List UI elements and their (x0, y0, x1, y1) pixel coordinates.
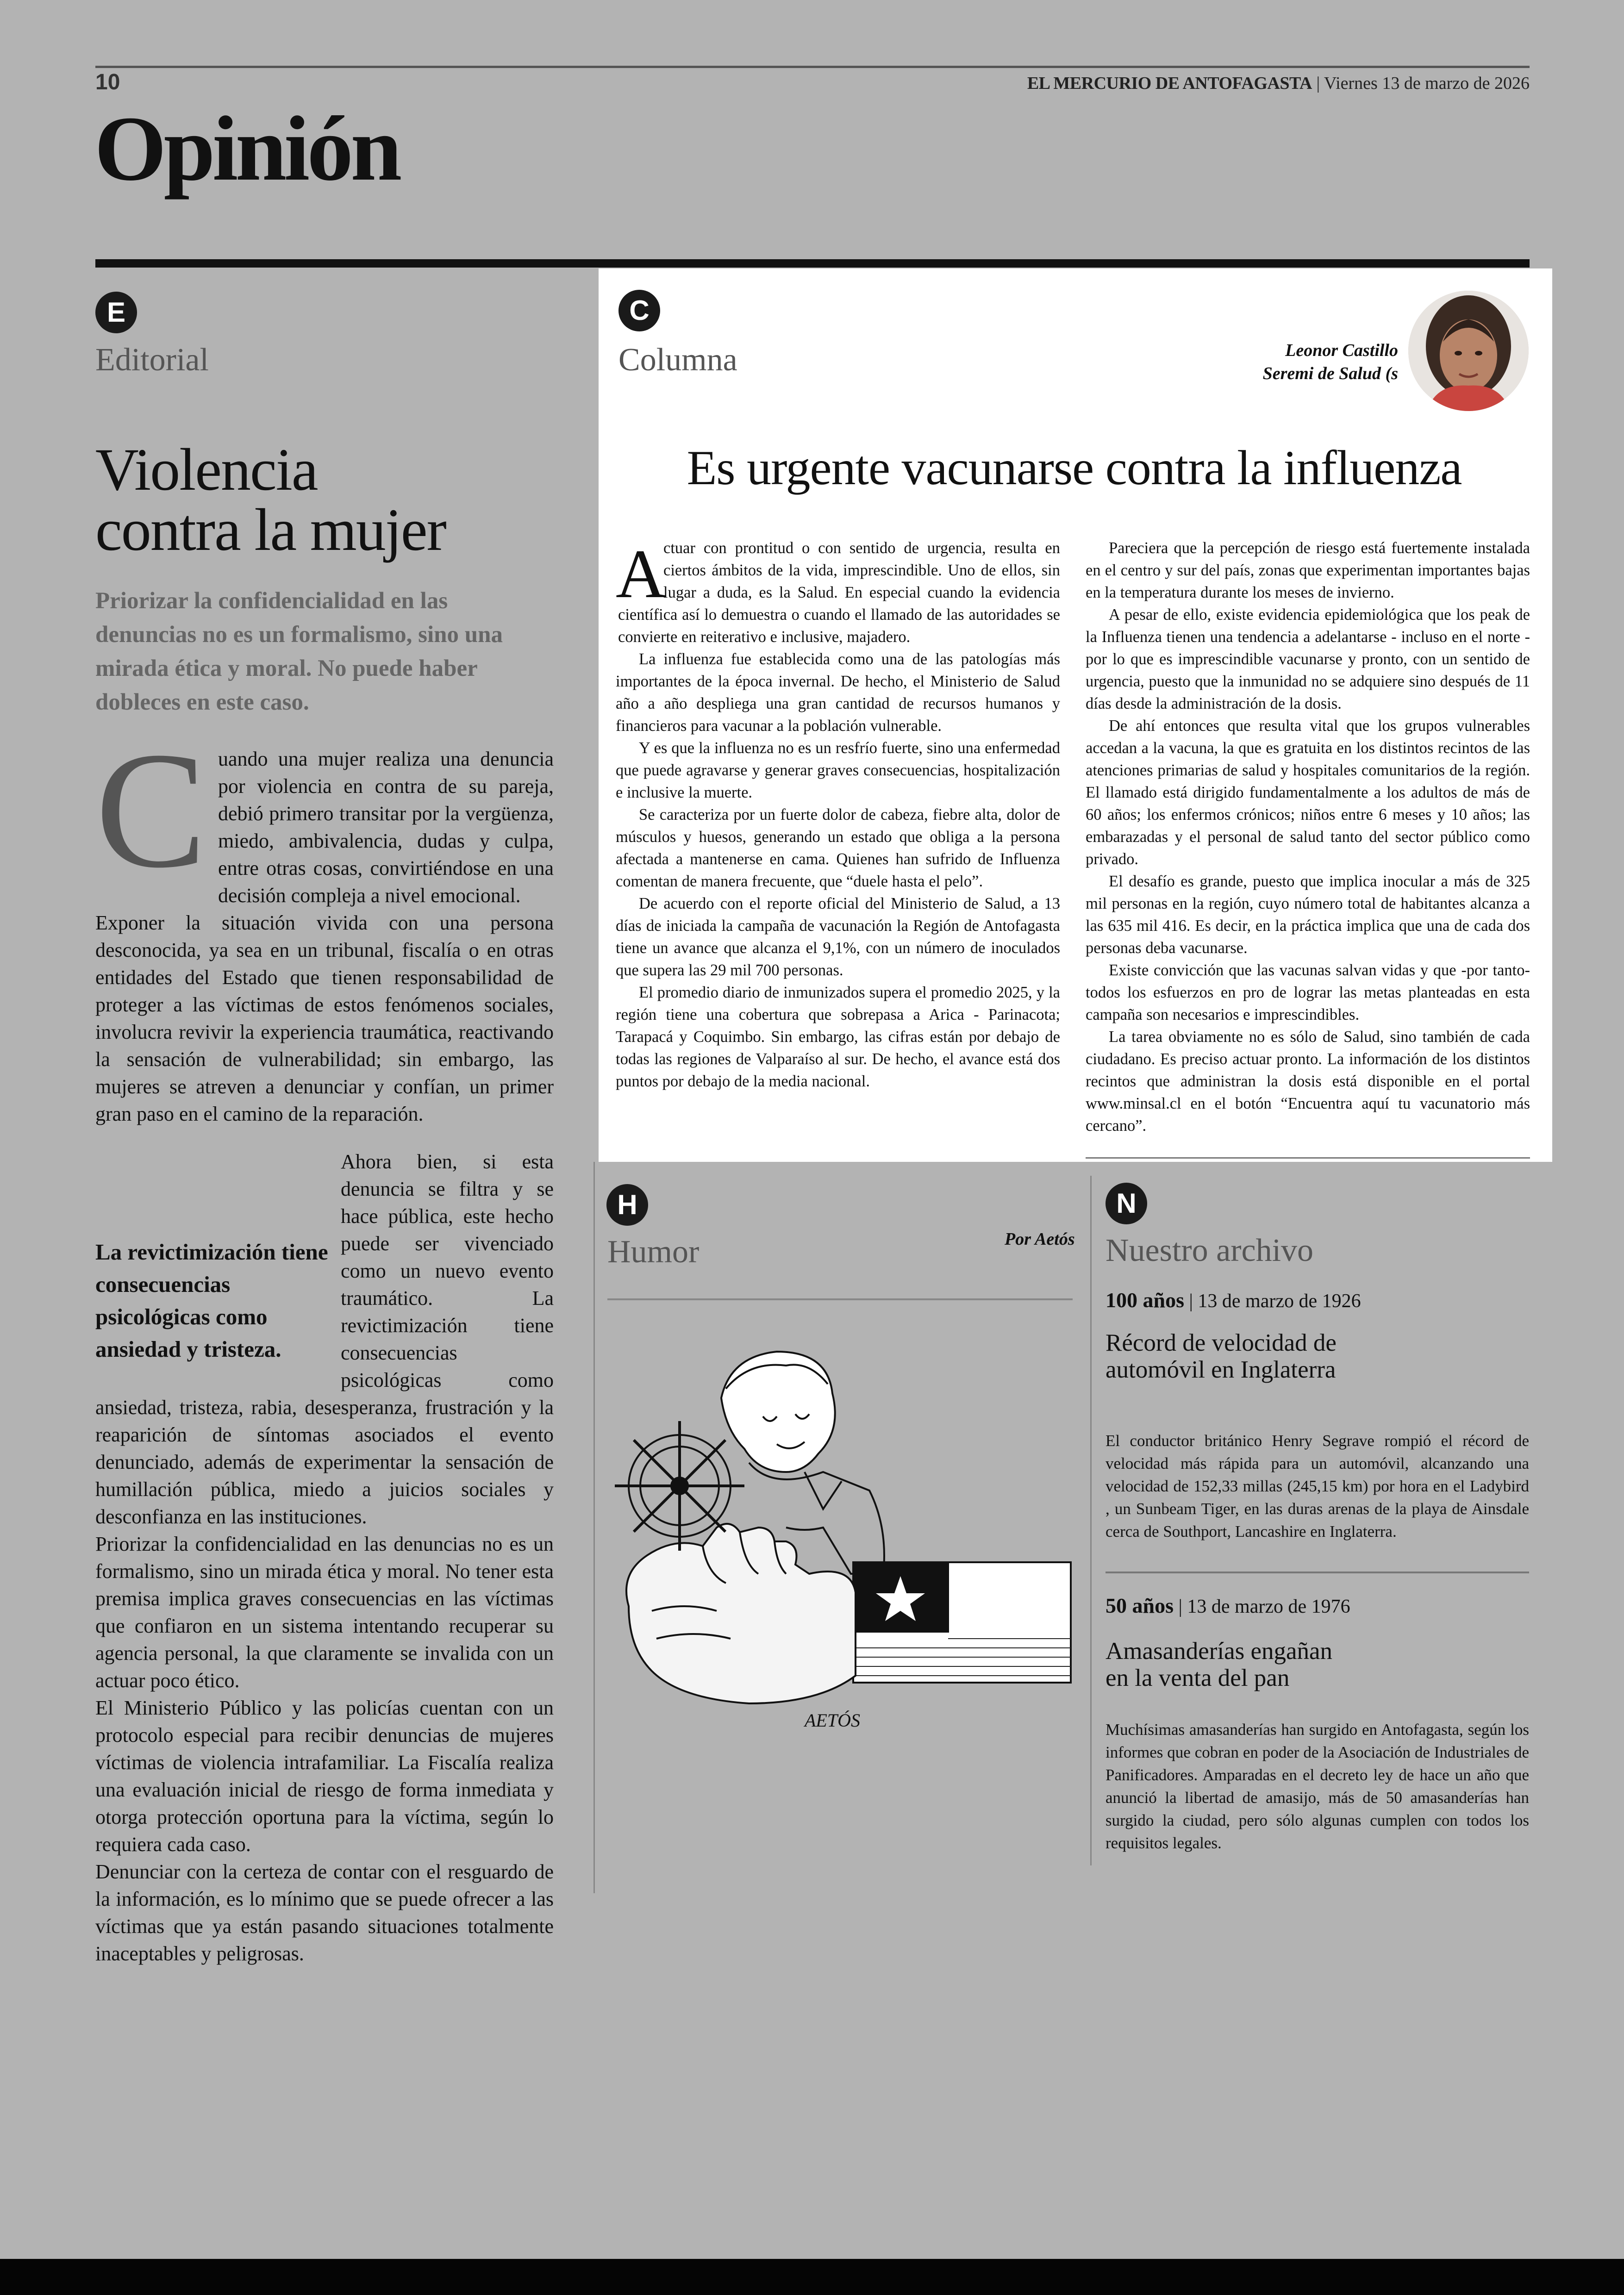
humor-rule (607, 1298, 1073, 1300)
header-rule (95, 66, 1530, 68)
column-text-right (1086, 537, 1530, 1137)
column-paragraph-5: De acuerdo con el reporte oficial del Ministerio de Salud, a 13 días de iniciada la campaña de vacunación la Región de Antofagasta tiene un avance que alcanza el 9,1%, con un número de inoculados que supera las 29 mil 700 personas. (616, 895, 1060, 979)
column-paragraph-1: ctuar con prontitud o con sentido de urgencia, resulta en ciertos ámbitos de la vida, imprescindible. Uno de ellos, sin lugar a duda, es la Salud. En especial cuando la evidencia científica así lo demuestra o cuando el llamado de las autoridades se convierte en reiterativo e inclusive, majadero. (616, 537, 1060, 648)
column-paragraph-12: La tarea obviamente no es sólo de Salud, sino también de cada ciudadano. Es preciso actuar pronto. La información de los distintos recintos que administran la dosis está disponible en el portal www.minsal.cl en el botón “Encuentra aquí tu vacunatorio más cercano”. (1086, 1028, 1530, 1135)
column-badge: C (618, 290, 660, 331)
editorial-paragraph-2: Exponer la situación vivida con una persona desconocida, ya sea en un tribunal, fiscalía o en otras entidades del Estado que tienen responsabilidad de proteger a las víctimas de estos fenómenos sociales, involucra revivir la experiencia traumática, reactivando la sensación de vulnerabilidad; sin embargo, las mujeres se atreven a denunciar y confían, un primer gran paso en el camino de la reparación. (95, 911, 554, 1125)
editorial-paragraph-5: El Ministerio Público y las policías cuentan con un protocolo especial para recibir denuncias de mujeres víctimas de violencia intrafamiliar. La Fiscalía realiza una evaluación inicial de riesgo de forma inmediata y otorga protección oportuna para la víctima, según lo requiera cada caso. (95, 1696, 554, 1856)
column-kicker: Columna (618, 342, 737, 378)
archive-item-1-text: El conductor británico Henry Segrave rompió el récord de velocidad más rápida para un automóvil, alcanzando una velocidad de 152,33 millas (245,15 km) por hora en el Ladybird , un Sunbeam Tiger, en las duras arenas de la playa de Ainsdale cerca de Southport, Lancashire en Inglaterra. (1106, 1432, 1529, 1540)
author-photo (1408, 291, 1529, 411)
editorial-body-middle (95, 1148, 554, 1967)
drop-cap-space (618, 537, 663, 597)
archive-kicker: Nuestro archivo (1106, 1233, 1314, 1268)
editorial-headline-line1: Violencia (95, 437, 318, 503)
editorial-pull-quote: La revictimización tiene consecuencias psicológicas como ansiedad y tristeza. (95, 1239, 328, 1362)
issue-date: Viernes 13 de marzo de 2026 (1324, 74, 1530, 93)
archive-badge: N (1106, 1183, 1147, 1224)
column-paragraph-10: El desafío es grande, puesto que implica inocular a más de 325 mil personas en la región, cuyo número total de habitantes alcanza a las 635 mil 416. Es decir, en la práctica implica que una de cada dos personas deba vacunarse. (1086, 873, 1530, 957)
column-paragraph-2: La influenza fue establecida como una de las patologías más importantes de la época invernal. De hecho, el Ministerio de Salud año a año despliega una gran cantidad de recursos humanos y financieros para vacunar a la población vulnerable. (616, 650, 1060, 735)
column-drop-cap: A (616, 536, 666, 612)
editorial-badge: E (95, 292, 137, 333)
archive-item-2-years: 50 años (1106, 1594, 1174, 1617)
column-author-name: Leonor Castillo (1285, 341, 1398, 360)
archive-item-1-title (1106, 1329, 1522, 1383)
humor-cartoon (610, 1333, 1073, 1740)
archive-item-2-title-line1: Amasanderías engañan (1106, 1638, 1333, 1665)
archive-item-2-title-line2: en la venta del pan (1106, 1665, 1290, 1691)
column-paragraph-8: A pesar de ello, existe evidencia epidemiológica que los peak de la Influenza tienen una tendencia a adelantarse - incluso en el norte - por lo que es imprescindible vacunarse y pronto, con un sentido de urgencia, puesto que la inmunidad no se adquiere sino después de 11 días desde la administración de la dosis. (1086, 606, 1530, 712)
editorial-paragraph-4: Priorizar la confidencialidad en las denuncias no es un formalismo, sino un mirada ética y moral. No tener esta premisa implica graves consecuencias en las víctimas que confiaron en un sistema intentando recuperar su agencia personal, la que claramente se invalida con un actuar poco ético. (95, 1533, 554, 1692)
editorial-drop-cap: C (95, 717, 207, 902)
column-paragraph-4: Se caracteriza por un fuerte dolor de cabeza, fiebre alta, dolor de músculos y huesos, generando un estado que obliga a la persona afectada a mantenerse en cama. Quienes han sufrido de Influenza comentan de manera frecuente, que “duele hasta el pelo”. (616, 806, 1060, 890)
editorial-pull-quote-box (95, 1148, 341, 1389)
svg-text:AETÓS: AETÓS (805, 1710, 860, 1731)
editorial-paragraph-1: uando una mujer realiza una denuncia por violencia en contra de su pareja, debió primero transitar por la vergüenza, miedo, ambivalencia, dudas y culpa, entre otras cosas, convirtiéndose en una decisión compleja a nivel emocional. (218, 748, 554, 907)
column-paragraph-9: De ahí entonces que resulta vital que los grupos vulnerables accedan a la vacuna, la que es gratuita en los distintos recintos de las atenciones primarias de salud y hospitales comunitarios de la región. El llamado está dirigido fundamentalmente a los adultos de más de 60 años; los enfermos crónicos; niños entre 6 meses y 10 años; las embarazadas y el personal de salud tanto del sector público como privado. (1086, 717, 1530, 868)
editorial-paragraph-3-visible: Ahora bien, si esta denuncia se filtra y se hace pública, este hecho puede ser vivenciado como un nuevo evento traumático. La revictimización tiene consecuencias psicológicas como ansiedad, tristeza, rabia, desesperanza, frustración y la reaparición de síntomas asociados el evento denunciado, además de experimentar la sensación de humillación pública, miedo a juicios sociales y desconfianza en las instituciones. (95, 1150, 554, 1528)
column-author-role: Seremi de Salud (s (1262, 364, 1398, 383)
archive-item-2-title (1106, 1638, 1522, 1691)
archive-item-1-years: 100 años (1106, 1288, 1184, 1312)
column-divider-left (593, 1162, 595, 1893)
editorial-body-top (95, 745, 554, 1128)
masthead-separator: | (1316, 74, 1320, 93)
humor-kicker: Humor (607, 1234, 700, 1270)
section-rule (95, 259, 1530, 268)
editorial-headline-line2: contra la mujer (95, 497, 446, 563)
editorial-paragraph-6: Denunciar con la certeza de contar con el resguardo de la información, es lo mínimo que se puede ofrecer a las víctimas que ya están pasando situaciones totalmente inaceptables y peligrosas. (95, 1860, 554, 1965)
archive-item-1-date: 13 de marzo de 1926 (1198, 1291, 1361, 1312)
column-headline: Es urgente vacunarse contra la influenza (687, 441, 1462, 495)
column-divider-right (1090, 1176, 1092, 1865)
column-author (1167, 339, 1398, 385)
column-paragraph-7: Pareciera que la percepción de riesgo está fuertemente instalada en el centro y sur del país, zonas que experimentan importantes bajas en la temperatura durante los meses de invierno. (1086, 539, 1530, 601)
masthead (1027, 73, 1530, 94)
archive-item-2-header: 50 años | 13 de marzo de 1976 (1106, 1594, 1350, 1617)
newspaper-name: EL MERCURIO DE ANTOFAGASTA (1027, 74, 1312, 93)
editorial-deck: Priorizar la confidencialidad en las denuncias no es un formalismo, sino una mirada ética y moral. No puede haber dobleces en este caso. (95, 588, 503, 715)
humor-badge: H (606, 1184, 648, 1226)
archive-item-1-header: 100 años | 13 de marzo de 1926 (1106, 1288, 1361, 1312)
page-number: 10 (95, 70, 120, 94)
archive-item-2-text: Muchísimas amasanderías han surgido en Antofagasta, según los informes que cobran en poder de la Asociación de Industriales de Panificadores. Amparadas en el decreto ley de hace un año que anunció la libertad de amasijo, más de 50 amasanderías han surgido la ciudad, pero sólo algunas cumplen con todos los requisitos legales. (1106, 1721, 1529, 1852)
archive-item-1-title-line2: automóvil en Inglaterra (1106, 1356, 1336, 1383)
humor-author: Por Aetós (1005, 1229, 1075, 1249)
column-bottom-rule (1086, 1157, 1530, 1159)
column-paragraph-6: El promedio diario de inmunizados supera el promedio 2025, y la región tiene una cobertura que sobrepasa a Arica - Parinacota; Tarapacá y Coquimbo. Sin embargo, las cifras están por debajo de todas las regiones de Valparaíso al sur. De hecho, el avance está dos puntos por debajo de la media nacional. (616, 984, 1060, 1090)
column-paragraph-3: Y es que la influenza no es un resfrío fuerte, sino una enfermedad que puede agravarse y generar graves consecuencias, hospitalización e inclusive la muerte. (616, 739, 1060, 801)
column-paragraph-11: Existe convicción que las vacunas salvan vidas y que -por tanto- todos los esfuerzos en pro de lograr las metas planteadas en esta campaña son necesarios e imprescindibles. (1086, 961, 1530, 1023)
section-title: Opinión (94, 98, 400, 200)
archive-item-1-title-line1: Récord de velocidad de (1106, 1329, 1337, 1356)
archive-item-2-date: 13 de marzo de 1976 (1187, 1596, 1350, 1617)
archive-separator (1106, 1572, 1529, 1573)
editorial-headline (95, 437, 558, 563)
bottom-bar (0, 2259, 1624, 2295)
column-text-left (616, 537, 1060, 1092)
editorial-kicker: Editorial (95, 342, 209, 378)
